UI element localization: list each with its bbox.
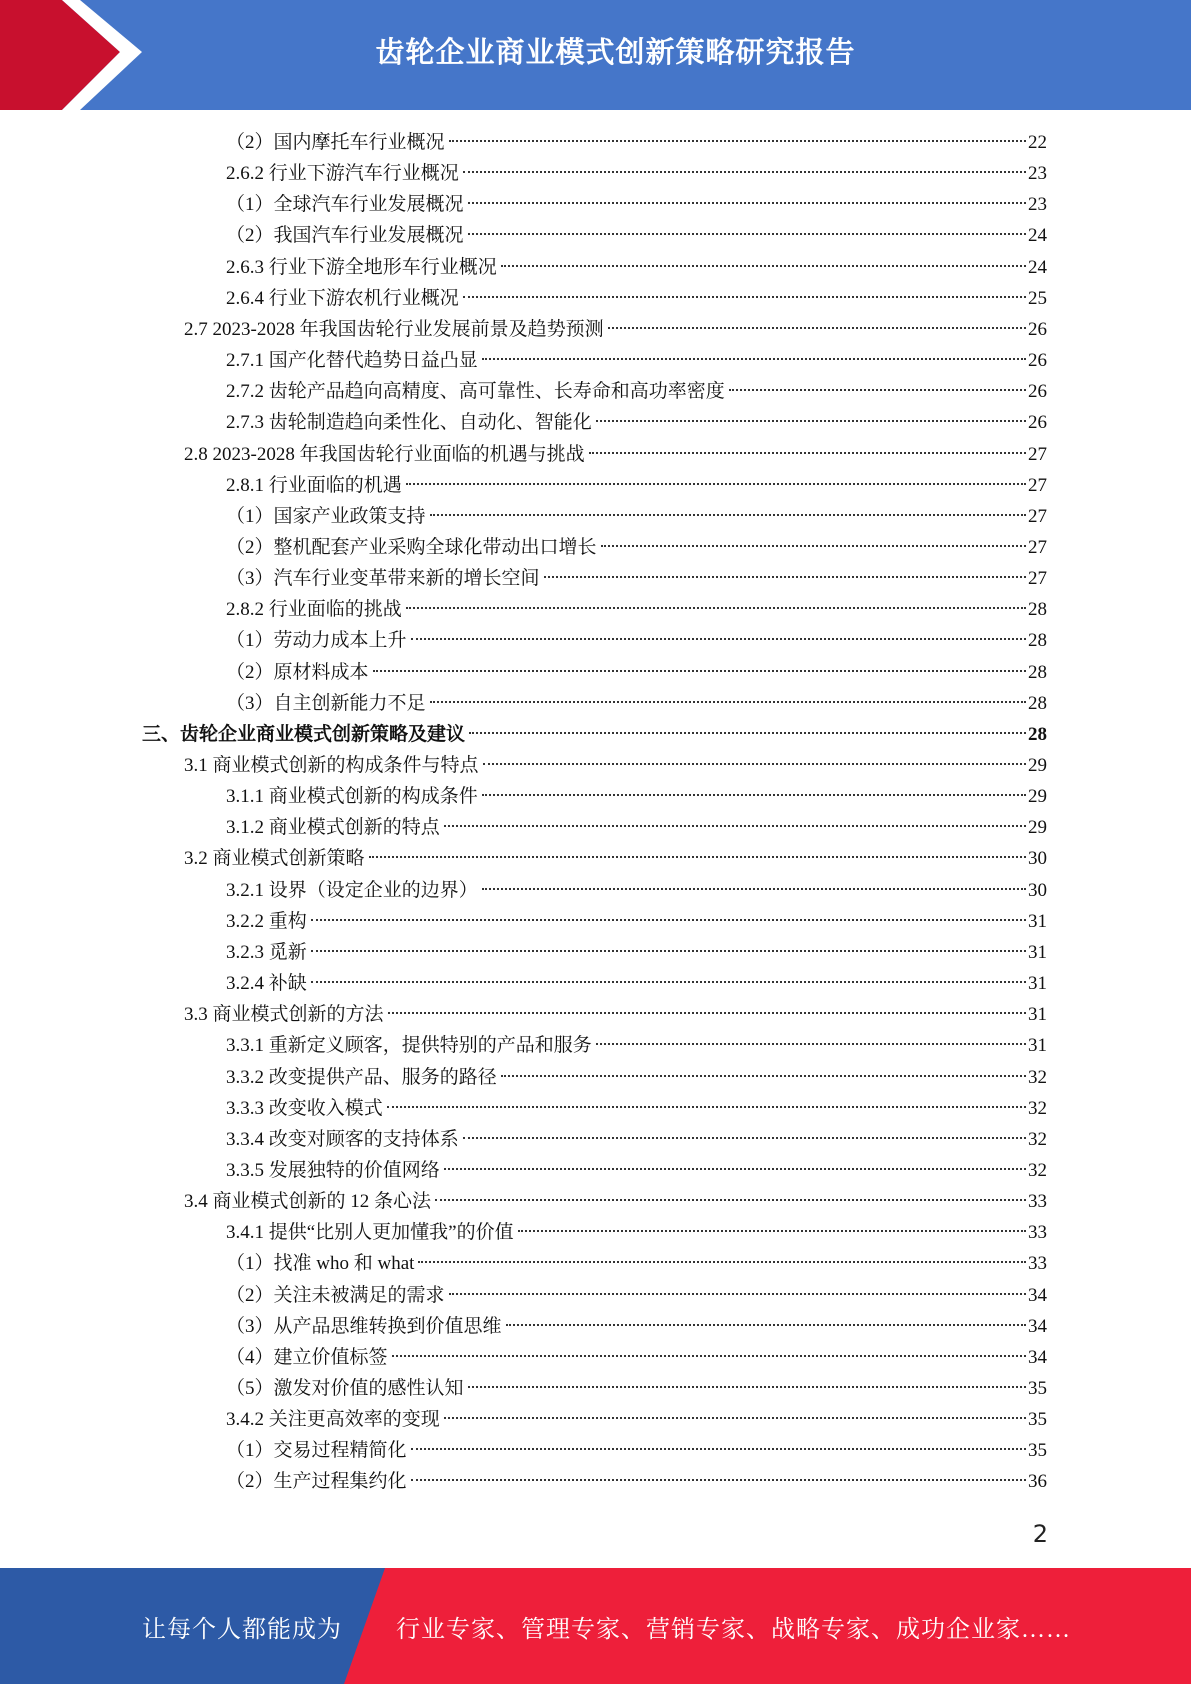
toc-entry[interactable] [226,1373,1047,1404]
toc-dot-leader [482,358,1026,360]
toc-dot-leader [729,389,1026,391]
toc-entry[interactable] [226,1062,1047,1093]
toc-entry-page: 24 [1028,257,1047,278]
toc-entry-page: 28 [1028,724,1047,745]
toc-dot-leader [596,1043,1026,1045]
toc-entry-title: 3.4 商业模式创新的 12 条心法 [184,1191,432,1212]
toc-entry-page: 31 [1028,911,1047,932]
toc-entry[interactable] [226,158,1047,189]
toc-entry-page: 32 [1028,1129,1047,1150]
toc-entry-page: 25 [1028,288,1047,309]
toc-entry-title: （3）从产品思维转换到价值思维 [226,1316,502,1337]
toc-dot-leader [601,545,1026,547]
toc-entry-page: 31 [1028,942,1047,963]
toc-entry[interactable] [226,220,1047,251]
toc-entry-page: 32 [1028,1160,1047,1181]
toc-entry-title: 2.8 2023-2028 年我国齿轮行业面临的机遇与挑战 [184,444,585,465]
toc-entry[interactable] [142,719,1047,750]
toc-entry[interactable] [226,1342,1047,1373]
toc-entry-title: 3.3.1 重新定义顾客，提供特别的产品和服务 [226,1035,592,1056]
toc-dot-leader [468,202,1026,204]
toc-entry[interactable] [184,999,1047,1030]
toc-entry-page: 27 [1028,475,1047,496]
toc-entry-page: 31 [1028,1035,1047,1056]
page-header [0,0,1191,110]
toc-entry-page: 35 [1028,1440,1047,1461]
toc-entry[interactable] [184,843,1047,874]
toc-entry-title: （2）我国汽车行业发展概况 [226,225,464,246]
toc-entry[interactable] [226,1248,1047,1279]
toc-entry-page: 28 [1028,662,1047,683]
toc-entry-title: 2.8.1 行业面临的机遇 [226,475,402,496]
toc-dot-leader [392,1355,1026,1357]
toc-entry-title: 3.2 商业模式创新策略 [184,848,365,869]
toc-dot-leader [501,1075,1026,1077]
toc-entry-page: 26 [1028,350,1047,371]
toc-entry[interactable] [226,283,1047,314]
toc-dot-leader [463,296,1026,298]
toc-entry[interactable] [226,563,1047,594]
toc-entry[interactable] [226,781,1047,812]
toc-entry-title: （1）交易过程精简化 [226,1440,407,1461]
toc-entry-page: 33 [1028,1222,1047,1243]
toc-dot-leader [518,1230,1026,1232]
toc-dot-leader [373,670,1026,672]
toc-dot-leader [589,452,1026,454]
toc-dot-leader [388,1012,1026,1014]
toc-dot-leader [418,1261,1026,1263]
toc-entry-title: 3.2.4 补缺 [226,973,307,994]
toc-dot-leader [463,1137,1026,1139]
toc-entry-page: 27 [1028,568,1047,589]
toc-dot-leader [444,1417,1026,1419]
toc-entry-page: 34 [1028,1347,1047,1368]
toc-dot-leader [444,825,1026,827]
toc-dot-leader [369,856,1026,858]
toc-entry-page: 30 [1028,848,1047,869]
footer-slogan-left: 让每个人都能成为 [142,1616,342,1643]
toc-entry-title: （2）原材料成本 [226,662,369,683]
toc-entry-page: 26 [1028,412,1047,433]
toc-entry-title: 2.6.2 行业下游汽车行业概况 [226,163,459,184]
toc-entry-title: 2.6.3 行业下游全地形车行业概况 [226,257,497,278]
toc-entry-page: 28 [1028,630,1047,651]
toc-entry-title: （2）整机配套产业采购全球化带动出口增长 [226,537,597,558]
toc-dot-leader [469,732,1026,734]
toc-entry-page: 31 [1028,1004,1047,1025]
toc-entry-title: 3.2.3 觅新 [226,942,307,963]
toc-entry-title: 3.1.1 商业模式创新的构成条件 [226,786,478,807]
toc-dot-leader [482,794,1026,796]
toc-entry[interactable] [226,594,1047,625]
toc-entry[interactable] [226,688,1047,719]
toc-dot-leader [411,1479,1026,1481]
toc-entry-title: 2.7.3 齿轮制造趋向柔性化、自动化、智能化 [226,412,592,433]
toc-dot-leader [411,1448,1026,1450]
toc-entry-title: 3.1.2 商业模式创新的特点 [226,817,440,838]
toc-entry-title: （1）找准 who 和 what [226,1253,415,1274]
toc-entry-page: 27 [1028,506,1047,527]
toc-entry-title: （1）国家产业政策支持 [226,506,426,527]
toc-entry-page: 23 [1028,194,1047,215]
toc-entry-page: 23 [1028,163,1047,184]
toc-entry-page: 22 [1028,132,1047,153]
toc-entry-page: 34 [1028,1285,1047,1306]
toc-dot-leader [506,1324,1026,1326]
toc-entry-title: 2.7.1 国产化替代趋势日益凸显 [226,350,478,371]
toc-dot-leader [483,763,1026,765]
document-title: 齿轮企业商业模式创新策略研究报告 [375,34,856,69]
toc-entry[interactable] [226,937,1047,968]
toc-entry[interactable] [226,625,1047,656]
toc-entry-title: （2）国内摩托车行业概况 [226,132,445,153]
toc-entry-page: 35 [1028,1409,1047,1430]
toc-dot-leader [311,981,1026,983]
toc-entry-title: 3.3.5 发展独特的价值网络 [226,1160,440,1181]
toc-entry[interactable] [226,376,1047,407]
toc-dot-leader [435,1199,1026,1201]
toc-dot-leader [449,140,1026,142]
toc-entry-page: 29 [1028,786,1047,807]
toc-entry-title: （5）激发对价值的感性认知 [226,1378,464,1399]
toc-entry[interactable] [226,1217,1047,1248]
toc-dot-leader [449,1293,1026,1295]
toc-dot-leader [468,1386,1026,1388]
toc-entry-page: 34 [1028,1316,1047,1337]
toc-entry-page: 32 [1028,1098,1047,1119]
toc-entry-page: 27 [1028,537,1047,558]
toc-dot-leader [311,919,1026,921]
toc-entry[interactable] [226,1404,1047,1435]
toc-entry[interactable] [184,439,1047,470]
toc-entry-page: 35 [1028,1378,1047,1399]
toc-entry-page: 29 [1028,817,1047,838]
toc-entry[interactable] [226,875,1047,906]
toc-entry[interactable] [226,127,1047,158]
toc-entry[interactable] [226,1124,1047,1155]
toc-entry-title: 3.3.4 改变对顾客的支持体系 [226,1129,459,1150]
toc-entry-title: 2.7 2023-2028 年我国齿轮行业发展前景及趋势预测 [184,319,604,340]
toc-entry-title: （2）关注未被满足的需求 [226,1285,445,1306]
toc-entry-title: 3.1 商业模式创新的构成条件与特点 [184,755,479,776]
toc-entry[interactable] [226,470,1047,501]
toc-entry-title: 3.2.1 设界（设定企业的边界） [226,880,478,901]
toc-entry-page: 28 [1028,693,1047,714]
toc-entry-title: 3.2.2 重构 [226,911,307,932]
toc-entry[interactable] [226,812,1047,843]
toc-entry[interactable] [226,1435,1047,1466]
toc-entry-page: 33 [1028,1191,1047,1212]
toc-entry-page: 33 [1028,1253,1047,1274]
toc-dot-leader [411,638,1026,640]
toc-entry-page: 30 [1028,880,1047,901]
toc-entry-title: （4）建立价值标签 [226,1347,388,1368]
toc-entry-page: 27 [1028,444,1047,465]
toc-entry[interactable] [226,906,1047,937]
toc-entry[interactable] [226,252,1047,283]
toc-dot-leader [406,607,1026,609]
toc-entry[interactable] [184,750,1047,781]
toc-entry-title: 3.4.2 关注更高效率的变现 [226,1409,440,1430]
toc-dot-leader [430,701,1026,703]
toc-entry-page: 29 [1028,755,1047,776]
toc-dot-leader [387,1106,1026,1108]
toc-dot-leader [430,514,1026,516]
toc-entry-title: 2.6.4 行业下游农机行业概况 [226,288,459,309]
toc-entry[interactable] [226,345,1047,376]
toc-entry-title: 3.3.3 改变收入模式 [226,1098,383,1119]
toc-entry-page: 32 [1028,1067,1047,1088]
toc-entry[interactable] [226,501,1047,532]
toc-entry-page: 28 [1028,599,1047,620]
toc-entry[interactable] [226,968,1047,999]
toc-entry-page: 24 [1028,225,1047,246]
toc-entry-page: 31 [1028,973,1047,994]
toc-dot-leader [482,888,1026,890]
toc-entry-title: 2.7.2 齿轮产品趋向高精度、高可靠性、长寿命和高功率密度 [226,381,725,402]
toc-entry-title: 3.3.2 改变提供产品、服务的路径 [226,1067,497,1088]
toc-entry[interactable] [226,1311,1047,1342]
page-number: 2 [1032,1520,1048,1548]
toc-entry[interactable] [226,657,1047,688]
toc-dot-leader [501,265,1026,267]
toc-entry[interactable] [226,1280,1047,1311]
page-footer [0,1568,1191,1684]
toc-entry[interactable] [226,407,1047,438]
toc-entry-title: 3.4.1 提供“比别人更加懂我”的价值 [226,1222,514,1243]
toc-entry-title: （1）全球汽车行业发展概况 [226,194,464,215]
toc-entry-title: （3）自主创新能力不足 [226,693,426,714]
toc-entry[interactable] [226,1466,1047,1497]
toc-entry-title: （2）生产过程集约化 [226,1471,407,1492]
toc-entry-page: 26 [1028,381,1047,402]
toc-entry[interactable] [226,189,1047,220]
toc-entry[interactable] [184,314,1047,345]
toc-entry-title: 3.3 商业模式创新的方法 [184,1004,384,1025]
toc-entry-title: （3）汽车行业变革带来新的增长空间 [226,568,540,589]
toc-entry-title: 三、齿轮企业商业模式创新策略及建议 [142,724,466,745]
toc-entry-title: （1）劳动力成本上升 [226,630,407,651]
toc-entry-page: 26 [1028,319,1047,340]
footer-slogan-right: 行业专家、管理专家、营销专家、战略专家、成功企业家…… [396,1616,1071,1643]
toc-dot-leader [596,420,1026,422]
toc-entry[interactable] [226,1030,1047,1061]
toc-dot-leader [544,576,1026,578]
toc-dot-leader [463,171,1026,173]
toc-entry[interactable] [226,1093,1047,1124]
toc-entry-page: 36 [1028,1471,1047,1492]
toc-entry-title: 2.8.2 行业面临的挑战 [226,599,402,620]
toc-dot-leader [468,233,1026,235]
toc-dot-leader [608,327,1026,329]
toc-dot-leader [311,950,1026,952]
toc-entry[interactable] [184,1186,1047,1217]
toc-entry[interactable] [226,1155,1047,1186]
toc-entry[interactable] [226,532,1047,563]
toc-dot-leader [406,483,1026,485]
toc-dot-leader [444,1168,1026,1170]
